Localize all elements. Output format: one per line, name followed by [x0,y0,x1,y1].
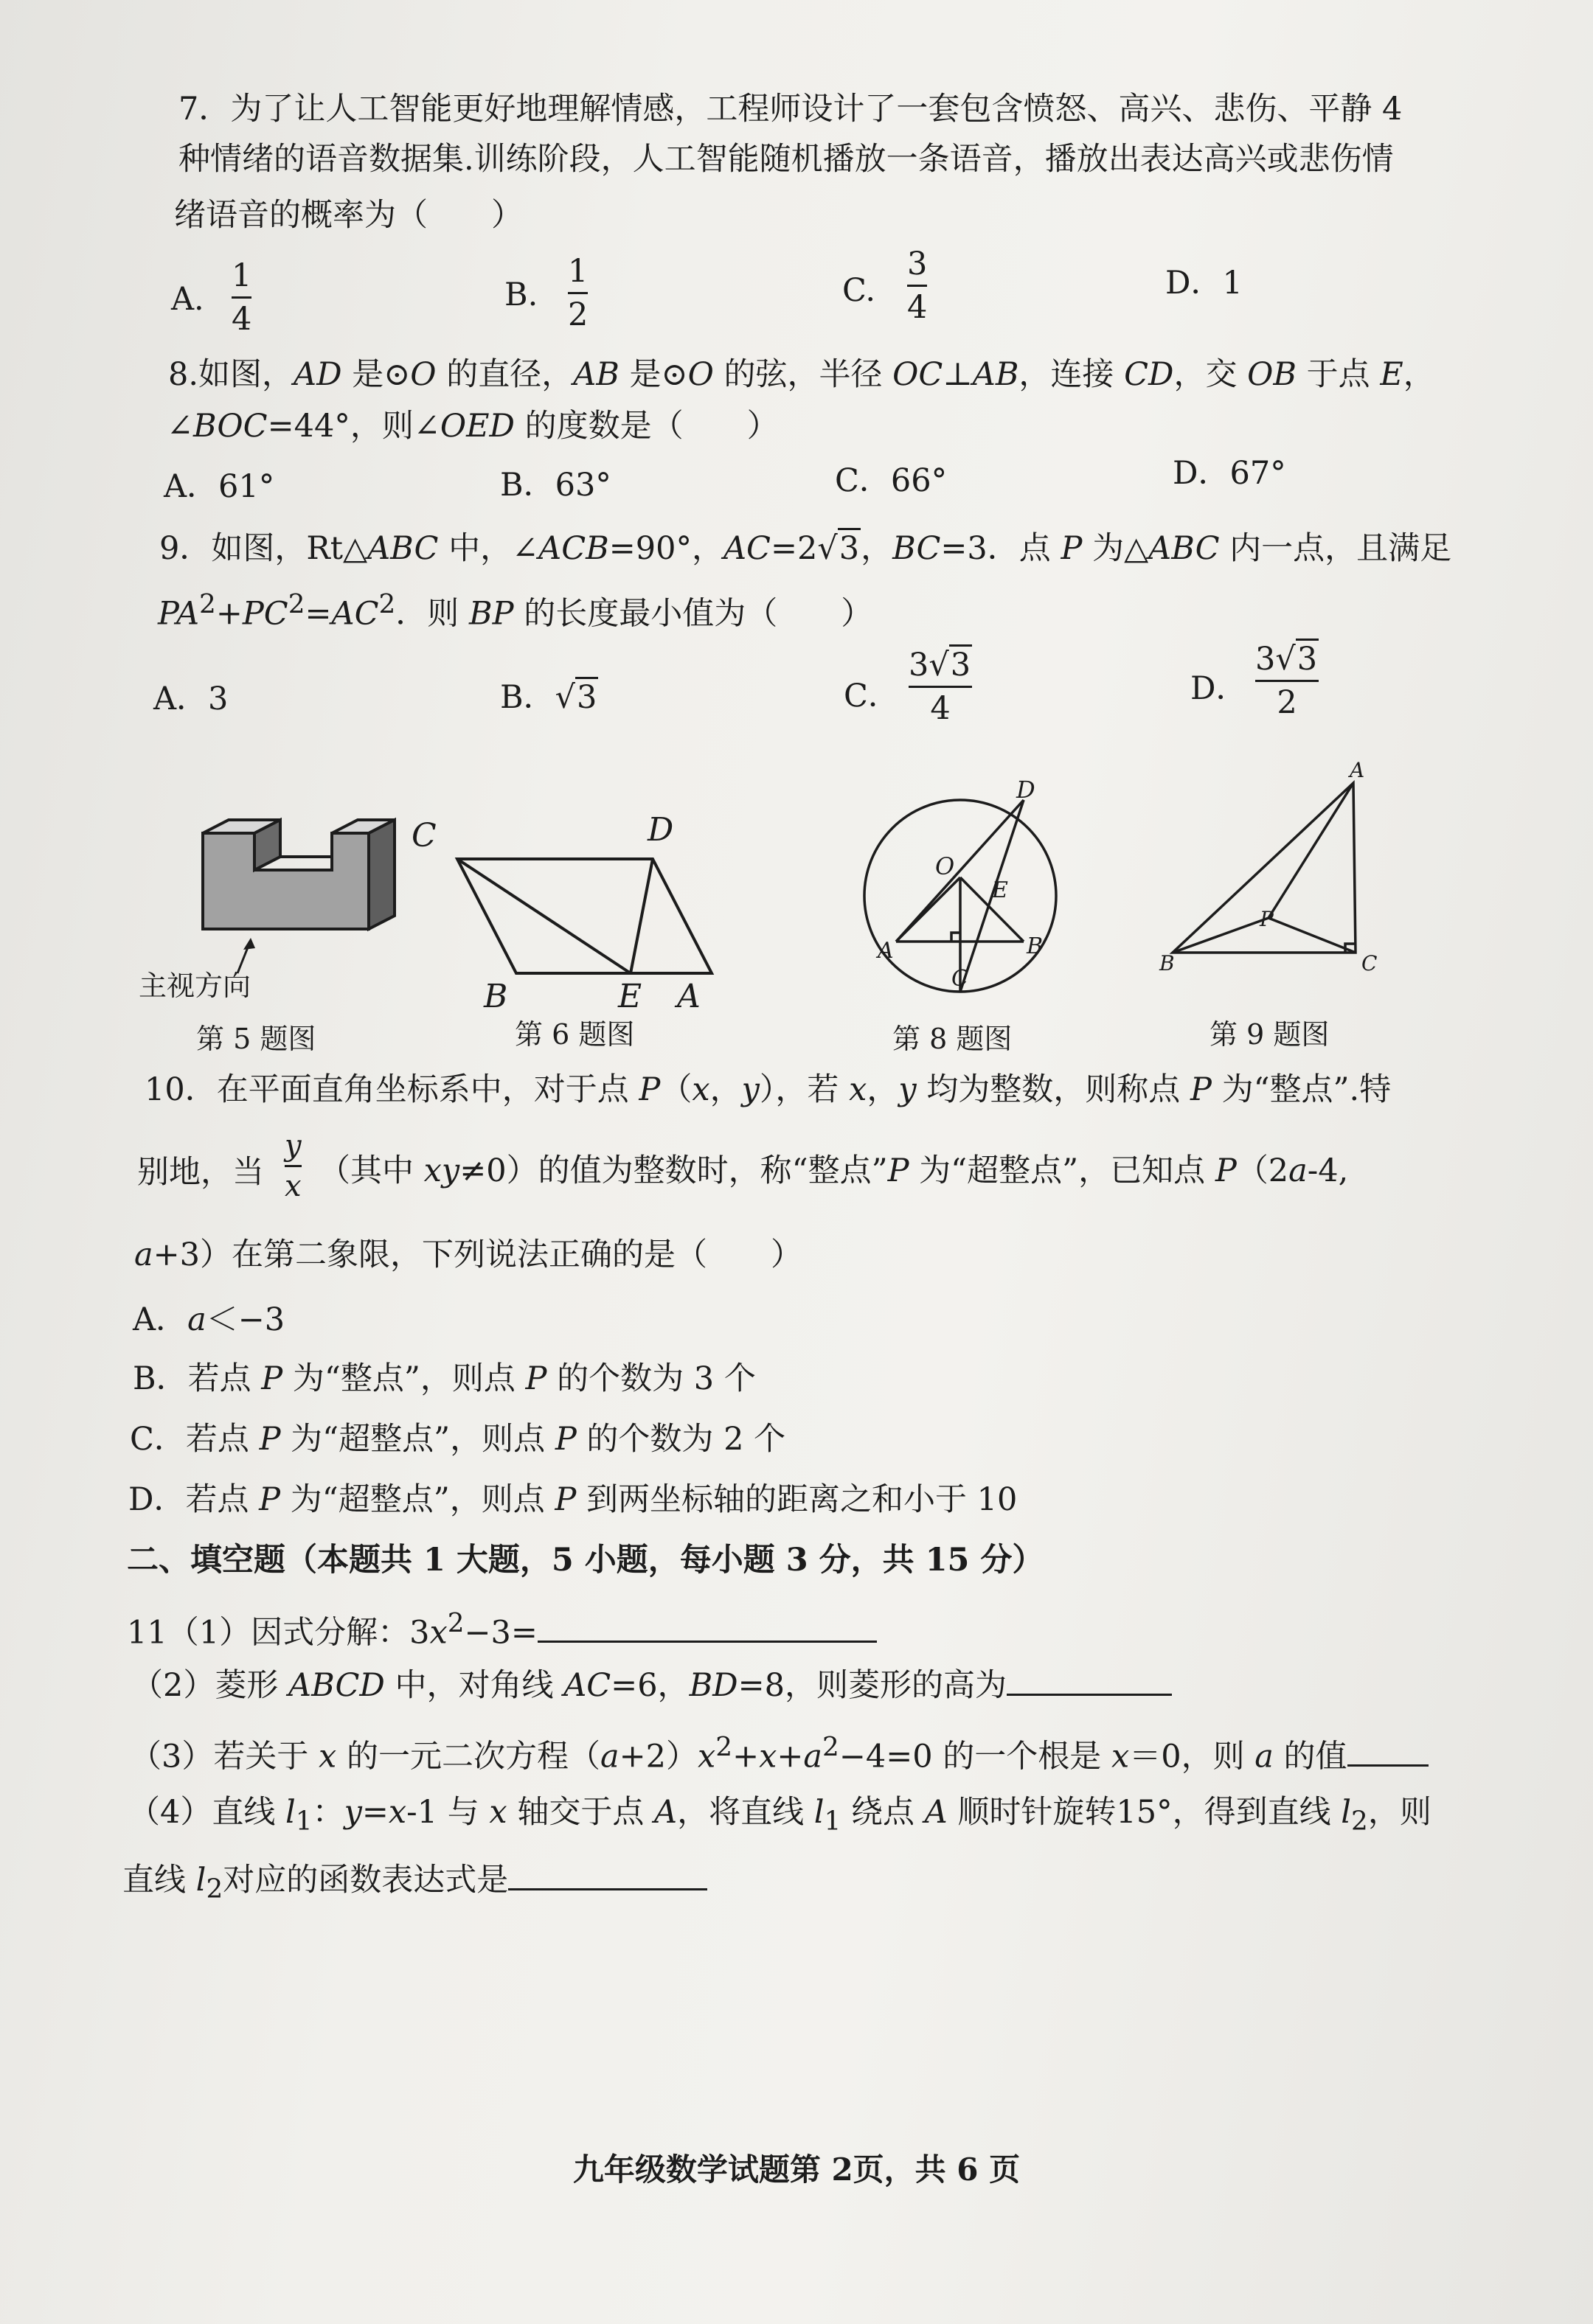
q10-fraction: y x [285,1129,302,1203]
q9-option-a: A．3 [153,681,229,717]
q11-part-3-blank[interactable] [1347,1764,1429,1767]
q9-option-d-label: D． [1190,670,1248,707]
q10-option-a: A．a＜−3 [133,1301,285,1338]
q10-option-b: B．若点 P 为“整点”，则点 P 的个数为 3 个 [133,1360,756,1397]
q7-option-a-fraction [232,257,251,338]
q10-option-d: D．若点 P 为“超整点”，则点 P 到两坐标轴的距离之和小于 10 [128,1481,1018,1518]
q7-line-1: 7．为了让人工智能更好地理解情感，工程师设计了一套包含愤怒、高兴、悲伤、平静 4 [178,91,1403,128]
fig5-direction-label: 主视方向 [139,970,251,1002]
q11-part-1: 11（1）因式分解：$3x^2-3=$ [127,1601,877,1655]
q9-option-c-fraction: 3√3 4 [909,646,972,728]
q10-line-1: 10．在平面直角坐标系中，对于点 P（x，y），若 x，y 均为整数，则称点 P 为“整点”.特 [145,1071,1392,1108]
q8-option-c: C．66° [835,462,948,499]
fig8-point-e: E [992,877,1008,903]
q10-line-3: a+3）在第二象限，下列说法正确的是（ ） [134,1236,803,1273]
q11-part-1-blank[interactable] [538,1641,877,1643]
fig6-point-e: E [618,978,642,1015]
q9-option-b: B．√3 [500,675,598,720]
q11-part-4-blank[interactable] [508,1888,707,1890]
fig6-point-b: B [484,978,508,1015]
q7-option-a-denominator: 4 [232,301,252,338]
q8-line-2: ∠BOC=44°，则∠OED 的度数是（ ） [167,408,779,445]
fig6-point-a: A [677,978,701,1015]
fig8-point-b: B [1027,933,1044,959]
q11-part-2-blank[interactable] [1007,1694,1172,1696]
q10-option-c: C．若点 P 为“超整点”，则点 P 的个数为 2 个 [130,1421,786,1458]
q11-part-4-line-2: 直线 $l_2$对应的函数表达式是 [122,1858,707,1912]
q9-line-1: 9．如图，Rt△ABC 中，∠ACB=90°，AC=2√3，BC=3．点 P 为△ABC 内一点，且满足 [159,526,1451,571]
q8-option-a: A．61° [164,468,275,505]
q11-part-4-line-1: （4）直线 $l_1$：y=x-1 与 x 轴交于点 A，将直线 $l_1$ 绕点 A 顺时针旋转15°，得到直线 $l_2$，则 [128,1794,1431,1837]
fig9-point-b: B [1159,951,1175,975]
figures-area [0,752,1593,1062]
fig6-point-c: C [412,817,437,855]
fig6-point-d: D [648,811,674,849]
q7-option-b-fraction [568,252,588,334]
fig9-caption: 第 9 题图 [1210,1018,1330,1051]
q9-option-c-label: C． [844,678,900,714]
q7-option-b-numerator: 1 [568,253,589,290]
q9-line-2: $PA^2+PC^2=AC^2$．则 BP 的长度最小值为（ ） [158,589,873,633]
q8-option-b: B．63° [500,467,611,504]
fig6-shape [457,859,712,973]
q10-line-2-rest: （其中 xy≠0）的值为整数时，称“整点”P 为“超整点”，已知点 P（2a-4, [319,1152,1349,1189]
q9-option-d-fraction: 3√3 2 [1255,640,1319,722]
q8-line-1: 8.如图，AD 是⊙O 的直径，AB 是⊙O 的弦，半径 OC⊥AB，连接 CD，交 OB 于点 E， [168,356,1435,393]
q7-option-c-numerator: 3 [907,246,928,282]
q7-option-a-label: A. [171,281,204,318]
fig6-caption: 第 6 题图 [515,1018,635,1051]
fig9-point-a: A [1350,758,1365,782]
fig8-point-a: A [878,938,894,964]
q7-line-3: 绪语音的概率为（ ） [174,197,523,234]
fig5-caption: 第 5 题图 [196,1023,316,1055]
fig8-point-d: D [1016,776,1035,804]
q10-line-2-start: 别地，当 [137,1154,264,1191]
q7-option-b-denominator: 2 [568,296,589,333]
fig5-arrow-head [243,938,255,950]
q8-option-d: D．67° [1173,455,1286,492]
q7-option-c-denominator: 4 [907,289,928,326]
fig9-point-c: C [1361,951,1378,975]
q7-option-c-label: C. [842,272,876,309]
q7-option-d: D．1 [1165,265,1243,302]
fig8-caption: 第 8 题图 [892,1023,1013,1055]
q7-option-a-numerator: 1 [232,257,252,294]
section-2-title: 二、填空题（本题共 1 大题，5 小题，每小题 3 分，共 15 分） [127,1542,1044,1579]
fig9-point-p: P [1260,907,1274,931]
q7-line-2: 种情绪的语音数据集.训练阶段，人工智能随机播放一条语音，播放出表达高兴或悲伤情 [178,141,1394,178]
q7-option-b-label: B. [504,276,538,313]
q7-option-c-fraction [907,245,927,327]
fig8-point-o: O [935,852,955,880]
q11-part-2: （2）菱形 ABCD 中，对角线 AC=6，BD=8，则菱形的高为 [131,1663,1172,1708]
fig5-solid [203,820,395,929]
q11-part-3: （3）若关于 x 的一元二次方程$(a+2)x^2+x+a^2-4=0$ 的一个根是 x＝0，则 a 的值 [130,1725,1429,1778]
fig8-point-c: C [951,966,968,992]
page-footer: 九年级数学试题第 2页，共 6 页 [572,2151,1021,2188]
